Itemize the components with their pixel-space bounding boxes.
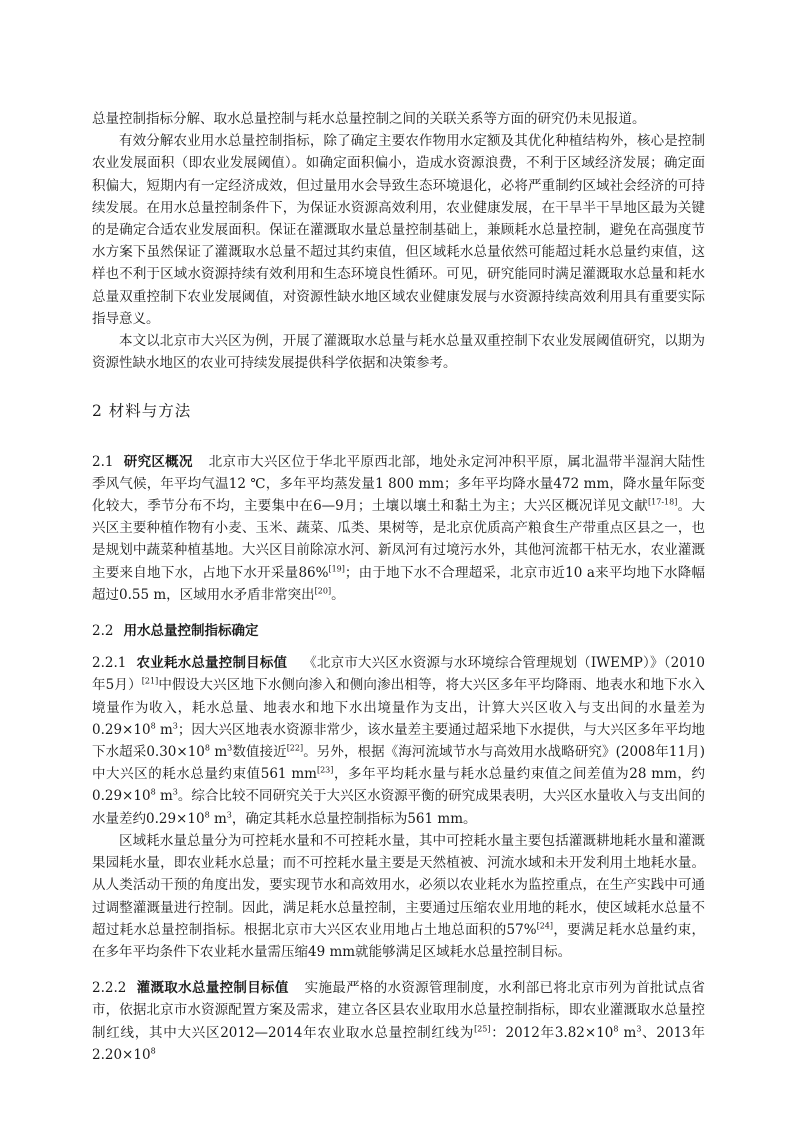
section-2-2-1-title: 农业耗水总量控制目标值 [136, 655, 288, 672]
text-run: 。 [331, 586, 345, 603]
superscript: 8 [150, 787, 156, 797]
text-run: 区域耗水量总量分为可控耗水量和不可控耗水量，其中可控耗水量主要包括灌溉耕地耗水量和灌溉果园耗水量，即农业耗水总量；而不可控耗水量主要是天然植被、河流水域和未开发利用土地耗水量。从人类活动干预的角度出发，要实现节水和高效用水，必须以农业耗水为监控重点，在生产实践中可通过调整灌溉量进行控制。因此，满足耗水总量控制，主要通过压缩农业用地的耗水，使区域耗水总量不超过耗水总量控制指标。根据北京市大兴区农业用地占土地总面积的57% [92, 832, 705, 938]
text-run: ；因大兴区地表水资源非常少，该水量差主要通过超采地下水提供，与大兴区多年平均地下水超采0.30×10 [92, 721, 705, 761]
section-2-2-2-number: 2.2.2 [92, 980, 127, 997]
superscript: 3 [636, 1024, 642, 1034]
text-run: 实施最严格的水资源管理制度，水利部已将北京市列为首批试点省市，依据北京市水资源配置方案及需求，建立各区县农业取用水总量控制指标，即农业灌溉取水总量控制红线，其中大兴区2012—2014年农业取水总量控制红线为 [92, 980, 706, 1041]
superscript: 8 [204, 743, 210, 753]
superscript: 8 [204, 810, 210, 820]
text-run: ，要满足耗水总量约束，在多年平均条件下农业耗水量需压缩49 mm就能够满足区域耗水总量控制目标。 [92, 921, 706, 960]
text-run: ：2012年3.82×10 [490, 1024, 614, 1041]
text-run: 。大兴区主要种植作物有小麦、玉米、蔬菜、瓜类、果树等，是北京优质高产粮食生产带重点区县之一，也是规划中蔬菜种植基地。大兴区目前除凉水河、新凤河有过境污水外，其他河流都干枯无水，农业灌溉主要来自地下水，占地下水开采量86% [92, 498, 705, 581]
citation: [25] [474, 1024, 491, 1034]
text-run: 北京市大兴区位于华北平原西北部，地处永定河冲积平原，属北温带半湿润大陆性季风气候，年平均气温12 ℃，多年平均蒸发量1 800 mm；多年平均降水量472 mm，降水量年际变化较大，季节分布不均，主要集中在6—9月；土壤以壤土和黏土为主；大兴区概况详见文献 [92, 453, 706, 515]
superscript: 8 [613, 1024, 619, 1034]
effective-paragraph: 有效分解农业用水总量控制指标，除了确定主要农作物用水定额及其优化种植结构外，核心是控制农业发展面积（即农业发展阈值）。如确定面积偏小，造成水资源浪费，不利于区域经济发展；确定面积偏大，短期内有一定经济成效，但过量用水会导致生态环境退化，必将严重制约区域社会经济的可持续发展。在用水总量控制条件下，为保证水资源高效利用，农业健康发展，在干旱半干旱地区最为关键的是确定合适农业发展面积。保证在灌溉取水量总量控制基础上，兼顾耗水总量控制，避免在高强度节水方案下虽然保证了灌溉取水总量不超过其约束值，但区域耗水总量依然可能超过耗水总量约束值，这样也不利于区域水资源持续有效利用和生态环境良性循环。可见，研究能同时满足灌溉取水总量和耗水总量双重控制下农业发展阈值，对资源性缺水地区域农业健康发展与水资源持续高效利用具有重要实际指导意义。 [92, 133, 705, 327]
text-run: m [155, 788, 173, 805]
section-2-2-1-paragraph [92, 652, 705, 830]
section-2-2-number: 2.2 [92, 623, 114, 640]
section-2-2-2-title: 灌溉取水总量控制目标值 [136, 980, 289, 997]
text-run: ，确定其耗水总量控制指标为561 mm。 [231, 810, 477, 827]
section-2-2-title: 用水总量控制指标确定 [123, 623, 259, 640]
section-2-heading: 2 材料与方法 [92, 402, 192, 421]
citation: [23] [316, 765, 334, 775]
citation: [21] [141, 676, 159, 686]
section-2-1-paragraph [92, 451, 705, 606]
section-2-2-1-heading [92, 655, 287, 671]
text-run: ；由于地下水不合理超采，北京市近10 a来平均地下水降幅超过0.55 m，区域用水矛盾非常突出 [92, 564, 705, 603]
intro-tail-paragraph: 总量控制指标分解、取水总量控制与耗水总量控制之间的关联关系等方面的研究仍未见报道。 [92, 111, 646, 127]
citation: [24] [536, 921, 553, 931]
citation: [20] [314, 586, 332, 596]
section-2-2-2-heading [92, 980, 289, 996]
superscript: 3 [226, 810, 232, 820]
section-2-1-heading [92, 454, 193, 470]
section-2-1-title: 研究区概况 [123, 453, 193, 470]
text-run: 、2013年2.20×10 [92, 1024, 706, 1063]
text-run: ，多年平均耗水量与耗水总量约束值之间差值为28 mm，约0.29×10 [92, 766, 705, 805]
superscript: 3 [172, 787, 178, 797]
text-run: 中假设大兴区地下水侧向渗入和侧向渗出相等，将大兴区多年平均降雨、地表水和地下水入境量作为收入，耗水总量、地表水和地下水出境量作为支出，计算大兴区收入与支出间的水量差为0.29×10 [92, 677, 706, 738]
section-2-2-heading [92, 620, 705, 642]
section-2-2-1-number: 2.2.1 [92, 655, 127, 672]
text-run: 数值接近 [232, 744, 287, 761]
text-run: m [618, 1024, 637, 1041]
superscript: 8 [150, 1046, 156, 1056]
text-run: m [155, 721, 173, 738]
section-2-1-number: 2.1 [92, 453, 114, 470]
citation: [19] [328, 564, 345, 574]
section-2-2-2-paragraph [92, 977, 705, 1066]
text-run: m [209, 744, 228, 761]
text-run: m [209, 810, 227, 827]
superscript: 8 [150, 721, 156, 731]
superscript: 3 [172, 721, 178, 731]
this-paper-paragraph: 本文以北京市大兴区为例，开展了灌溉取水总量与耗水总量双重控制下农业发展阈值研究，以期为资源性缺水地区的农业可持续发展提供科学依据和决策参考。 [92, 333, 705, 372]
paper-page [92, 108, 705, 1066]
citation: [17-18] [648, 497, 678, 507]
superscript: 3 [227, 743, 233, 753]
regional-consumption-paragraph [92, 830, 705, 963]
citation: [22] [286, 743, 304, 753]
text-run: 《北京市大兴区水资源与水环境综合管理规划（IWEMP）》（2010年5月） [92, 655, 706, 694]
text-run: 。综合比较不同研究关于大兴区水资源平衡的研究成果表明，大兴区水量收入与支出间的水量差约0.29×10 [92, 788, 705, 827]
text-run: 。另外，根据《海河流域节水与高效用水战略研究》(2008年11月)中大兴区的耗水总量约束值561 mm [92, 744, 706, 783]
